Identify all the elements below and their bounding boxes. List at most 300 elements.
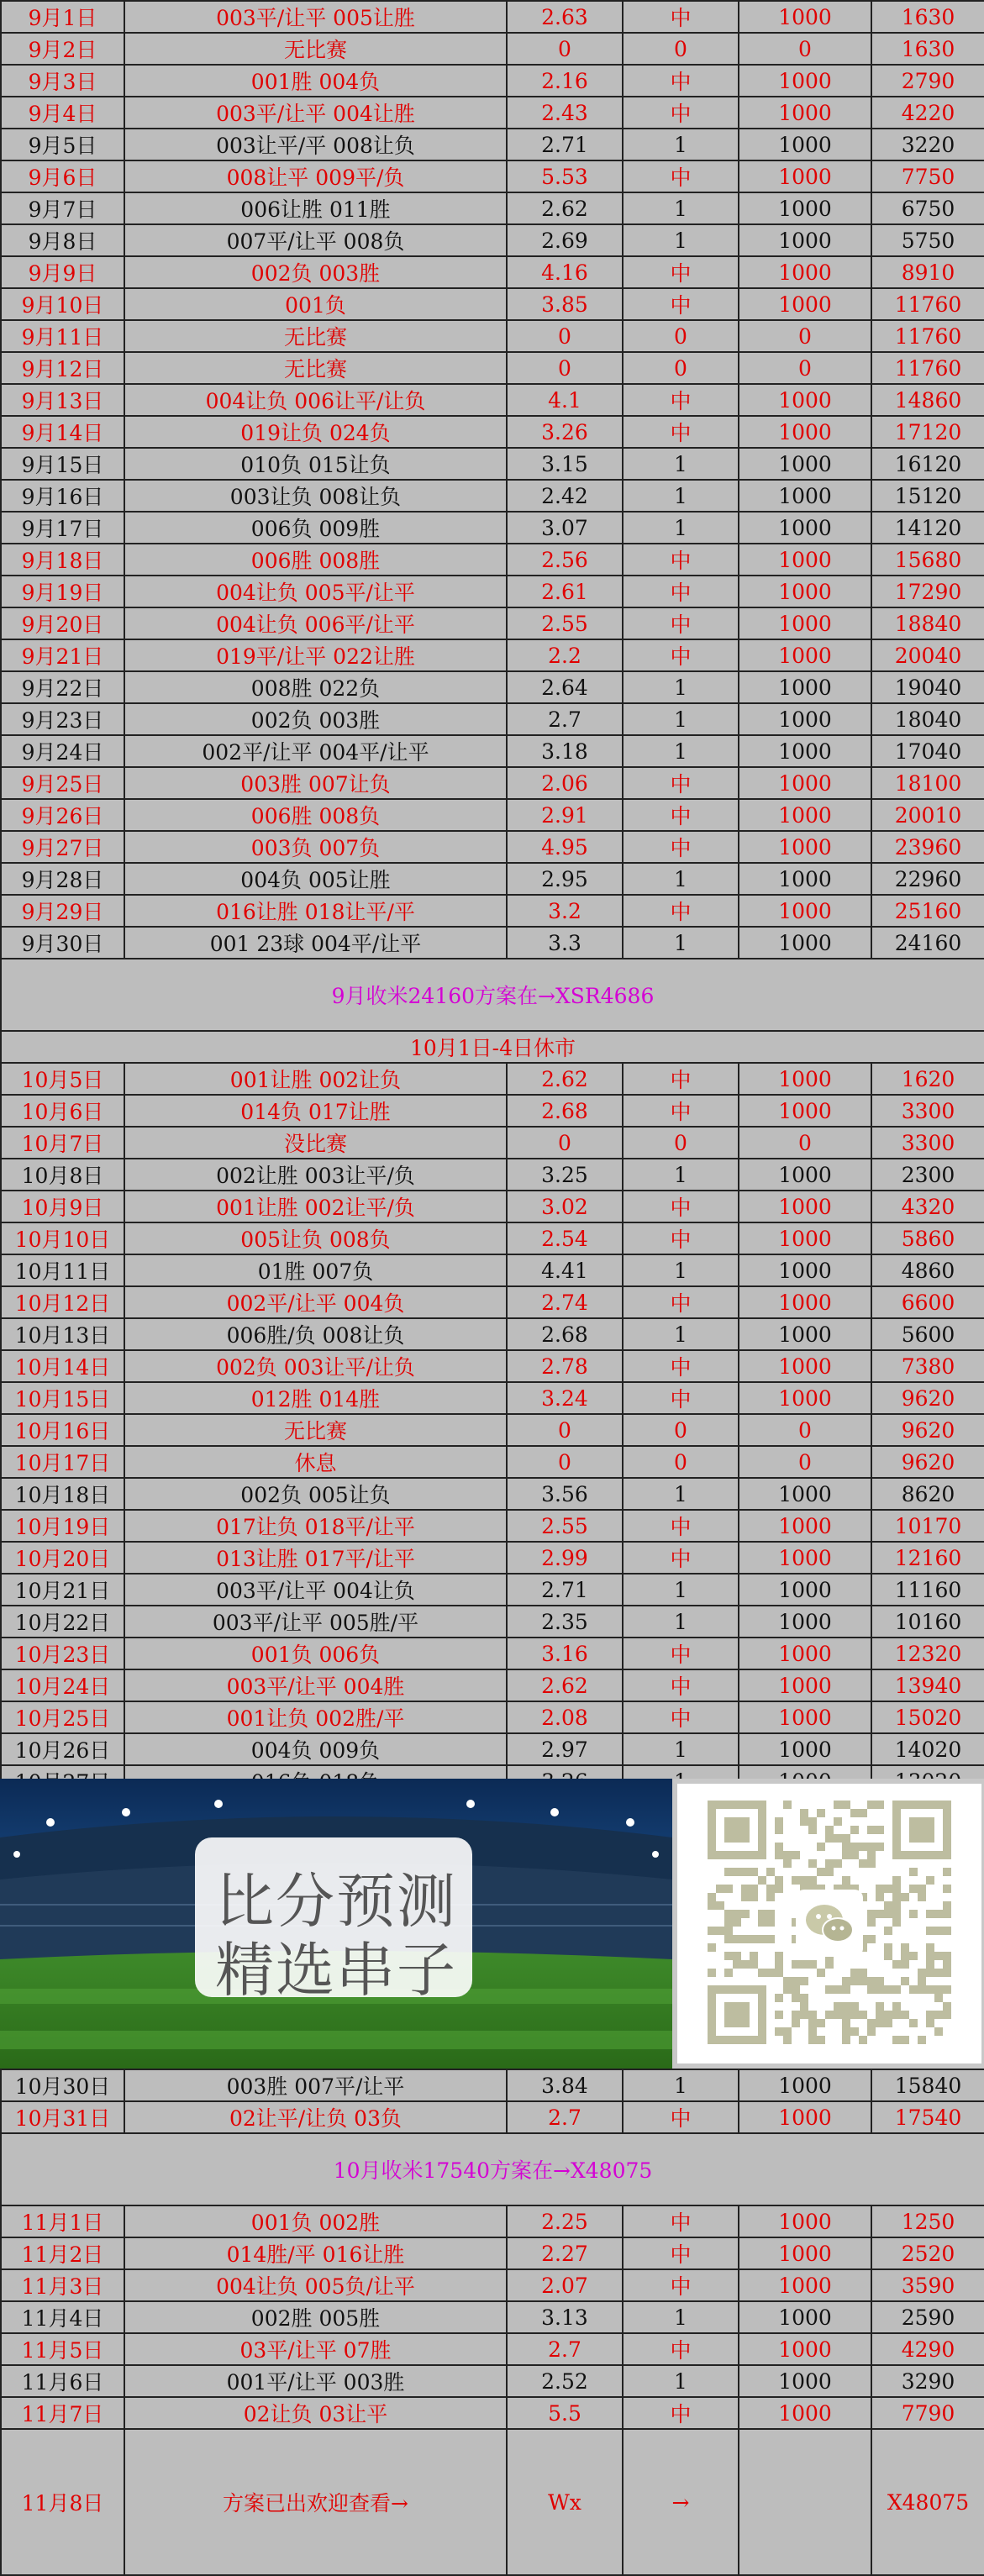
- cell-odds: 5.53: [507, 160, 623, 192]
- cell-match: 休息: [124, 1446, 507, 1478]
- cell-balance: 17540: [871, 2101, 984, 2133]
- cell-date: 9月10日: [1, 288, 124, 320]
- october-summary: 10月收米17540方案在→X48075: [1, 2133, 984, 2205]
- cell-result: 1: [623, 1254, 739, 1286]
- cell-match: 003让平/平 008让负: [124, 129, 507, 160]
- cell-odds: 2.55: [507, 607, 623, 639]
- cell-stake: 1000: [739, 607, 871, 639]
- cell-match: 没比赛: [124, 1127, 507, 1159]
- table-row: [1, 1638, 984, 1669]
- cell-date: 11月1日: [1, 2205, 124, 2237]
- cell-result: 中: [623, 1542, 739, 1574]
- cell-date: 11月6日: [1, 2365, 124, 2397]
- table-row: [1, 1606, 984, 1638]
- cell-stake: 1000: [739, 1510, 871, 1542]
- cell-balance: 8910: [871, 256, 984, 288]
- table-row: [1, 1669, 984, 1701]
- table-row: [1, 863, 984, 895]
- cell-balance: 20040: [871, 639, 984, 671]
- cell-odds: 3.26: [507, 416, 623, 448]
- results-table-continued: [0, 2069, 984, 2576]
- cell-match: 006胜 008负: [124, 799, 507, 831]
- cell-date: 9月19日: [1, 576, 124, 607]
- table-row: [1, 512, 984, 544]
- cell-balance: 17040: [871, 735, 984, 767]
- cell-odds: 2.16: [507, 65, 623, 97]
- cell-match: 001负 002胜: [124, 2205, 507, 2237]
- cell-match: 012胜 014胜: [124, 1382, 507, 1414]
- table-row: [1, 1446, 984, 1478]
- cell-stake: 1000: [739, 2069, 871, 2101]
- wechat-icon: [796, 1890, 863, 1957]
- cell-date: 10月14日: [1, 1350, 124, 1382]
- table-row: [1, 1222, 984, 1254]
- cell-balance: 2520: [871, 2237, 984, 2269]
- cell-stake: 1000: [739, 1733, 871, 1765]
- table-row: [1, 97, 984, 129]
- cell-date: 10月20日: [1, 1542, 124, 1574]
- cell-result: 中: [623, 1382, 739, 1414]
- cell-result: 中: [623, 2397, 739, 2429]
- cell-date: 9月17日: [1, 512, 124, 544]
- cell-stake: 1000: [739, 863, 871, 895]
- table-row: [1, 2365, 984, 2397]
- cell-result: 中: [623, 1222, 739, 1254]
- cell-result: 0: [623, 320, 739, 352]
- cell-stake: 1000: [739, 1, 871, 33]
- cell-date: 10月26日: [1, 1733, 124, 1765]
- cell-date: 10月11日: [1, 1254, 124, 1286]
- cell-date: 10月16日: [1, 1414, 124, 1446]
- cell-odds: 2.7: [507, 703, 623, 735]
- cell-stake: 1000: [739, 416, 871, 448]
- cell-odds: 4.41: [507, 1254, 623, 1286]
- cell-balance: 15120: [871, 480, 984, 512]
- cell-stake: 0: [739, 1127, 871, 1159]
- cell-match: 001平/让平 003胜: [124, 2365, 507, 2397]
- cell-result: 1: [623, 735, 739, 767]
- cell-odds: 2.2: [507, 639, 623, 671]
- cell-odds: 2.64: [507, 671, 623, 703]
- cell-date: 10月17日: [1, 1446, 124, 1478]
- cell-stake: 1000: [739, 895, 871, 927]
- cell-balance: 12320: [871, 1638, 984, 1669]
- cell-result: 中: [623, 1286, 739, 1318]
- cell-stake: 1000: [739, 1701, 871, 1733]
- cell-balance: 5860: [871, 1222, 984, 1254]
- cell-odds: 2.95: [507, 863, 623, 895]
- cell-result: 中: [623, 1669, 739, 1701]
- table-row: [1, 1191, 984, 1222]
- cell-result: 中: [623, 544, 739, 576]
- table-row: [1, 1382, 984, 1414]
- cell-stake: 1000: [739, 1063, 871, 1095]
- cell-odds: 2.78: [507, 1350, 623, 1382]
- cell-match: 004让负 006平/让平: [124, 607, 507, 639]
- cell-result: 中: [623, 2333, 739, 2365]
- cell-match: 003平/让平 004让胜: [124, 97, 507, 129]
- cell-balance: 17120: [871, 416, 984, 448]
- cell-balance: 7750: [871, 160, 984, 192]
- table-row: [1, 607, 984, 639]
- cell-odds: 2.52: [507, 2365, 623, 2397]
- cell-result: 1: [623, 2365, 739, 2397]
- cell-match: 002负 003胜: [124, 256, 507, 288]
- cell-odds: 0: [507, 1127, 623, 1159]
- cell-stake: 1000: [739, 1382, 871, 1414]
- cell-stake: 1000: [739, 2301, 871, 2333]
- cell-stake: 1000: [739, 65, 871, 97]
- qr-code-icon[interactable]: [677, 1784, 981, 2063]
- cell-odds: 2.54: [507, 1222, 623, 1254]
- table-row: [1, 129, 984, 160]
- cell-match: 001让胜 002让平/负: [124, 1191, 507, 1222]
- cell-result: 1: [623, 2301, 739, 2333]
- cell-odds: 3.3: [507, 927, 623, 959]
- cell-balance: 4860: [871, 1254, 984, 1286]
- cell-result: 中: [623, 1063, 739, 1095]
- cell-odds: 2.63: [507, 1, 623, 33]
- cell-odds: 3.16: [507, 1638, 623, 1669]
- cell-date: 9月27日: [1, 831, 124, 863]
- table-row: [1, 352, 984, 384]
- cell-match: 003让负 008让负: [124, 480, 507, 512]
- table-row: [1, 1510, 984, 1542]
- cell-stake: 1000: [739, 1095, 871, 1127]
- cell-date: 9月18日: [1, 544, 124, 576]
- september-summary: 9月收米24160方案在→XSR4686: [1, 959, 984, 1031]
- cell-date: 11月3日: [1, 2269, 124, 2301]
- table-row: [1, 895, 984, 927]
- cell-odds: 2.62: [507, 1063, 623, 1095]
- cell-result: 1: [623, 1574, 739, 1606]
- cell-date: 10月12日: [1, 1286, 124, 1318]
- cell-balance: 17290: [871, 576, 984, 607]
- cell-stake: 1000: [739, 1191, 871, 1222]
- cell-match: 006胜 008胜: [124, 544, 507, 576]
- cell-result: 1: [623, 863, 739, 895]
- cell-result: 中: [623, 767, 739, 799]
- cell-result: 1: [623, 1606, 739, 1638]
- cell-match: 016让胜 018让平/平: [124, 895, 507, 927]
- cell-odds: 2.43: [507, 97, 623, 129]
- cell-stake: 1000: [739, 448, 871, 480]
- cell-stake: 1000: [739, 160, 871, 192]
- cell-date: 10月8日: [1, 1159, 124, 1191]
- cell-balance: 9620: [871, 1414, 984, 1446]
- cell-balance: 6750: [871, 192, 984, 224]
- cell-result: 中: [623, 1350, 739, 1382]
- cell-stake: 1000: [739, 1222, 871, 1254]
- cell-match: 001负: [124, 288, 507, 320]
- cell-balance: 12160: [871, 1542, 984, 1574]
- cell-balance: 22960: [871, 863, 984, 895]
- cell-odds: 4.1: [507, 384, 623, 416]
- cell-stake: 1000: [739, 2365, 871, 2397]
- cell-date: 10月30日: [1, 2069, 124, 2101]
- cell-match: 003平/让平 004让负: [124, 1574, 507, 1606]
- cell-result: →: [623, 2429, 739, 2575]
- cell-date: 9月25日: [1, 767, 124, 799]
- cell-result: 中: [623, 2237, 739, 2269]
- cell-balance: 11760: [871, 320, 984, 352]
- cell-odds: 2.35: [507, 1606, 623, 1638]
- table-row: [1, 1159, 984, 1191]
- cell-stake: 1000: [739, 735, 871, 767]
- table-row: [1, 2237, 984, 2269]
- cell-balance: 18840: [871, 607, 984, 639]
- cell-odds: 3.56: [507, 1478, 623, 1510]
- table-row: [1, 2301, 984, 2333]
- cell-balance: 14860: [871, 384, 984, 416]
- cell-odds: 2.61: [507, 576, 623, 607]
- table-row: [1, 576, 984, 607]
- cell-date: 11月4日: [1, 2301, 124, 2333]
- cell-match: 002平/让平 004平/让平: [124, 735, 507, 767]
- cell-balance: 1250: [871, 2205, 984, 2237]
- cell-date: 10月25日: [1, 1701, 124, 1733]
- cell-result: 1: [623, 480, 739, 512]
- table-row: [1, 2397, 984, 2429]
- cell-result: 中: [623, 831, 739, 863]
- cell-balance: 3290: [871, 2365, 984, 2397]
- cell-match: 003负 007负: [124, 831, 507, 863]
- cell-date: 9月11日: [1, 320, 124, 352]
- cell-date: 9月6日: [1, 160, 124, 192]
- table-row: [1, 671, 984, 703]
- table-row: [1, 224, 984, 256]
- cell-date: 9月22日: [1, 671, 124, 703]
- cell-stake: 0: [739, 33, 871, 65]
- cell-odds: 2.71: [507, 1574, 623, 1606]
- cell-date: 10月31日: [1, 2101, 124, 2133]
- cell-balance: 1620: [871, 1063, 984, 1095]
- cell-balance: 3590: [871, 2269, 984, 2301]
- cell-match: 001 23球 004平/让平: [124, 927, 507, 959]
- cell-odds: 2.68: [507, 1318, 623, 1350]
- cell-stake: 1000: [739, 1318, 871, 1350]
- cell-odds: 4.16: [507, 256, 623, 288]
- cell-match: 002胜 005胜: [124, 2301, 507, 2333]
- cell-result: 中: [623, 384, 739, 416]
- cell-date: 10月7日: [1, 1127, 124, 1159]
- cell-result: 中: [623, 2205, 739, 2237]
- cell-match: 004让负 005负/让平: [124, 2269, 507, 2301]
- october-closed-header: 10月1日-4日休市: [1, 1031, 984, 1063]
- cell-odds: 2.7: [507, 2101, 623, 2133]
- cell-balance: 10160: [871, 1606, 984, 1638]
- cell-date: 10月23日: [1, 1638, 124, 1669]
- cell-odds: 2.56: [507, 544, 623, 576]
- cell-result: 中: [623, 160, 739, 192]
- cell-stake: 1000: [739, 1669, 871, 1701]
- cell-balance: 11160: [871, 1574, 984, 1606]
- table-row: [1, 2205, 984, 2237]
- cell-balance: 23960: [871, 831, 984, 863]
- cell-result: 中: [623, 416, 739, 448]
- table-row: [1, 2069, 984, 2101]
- cell-date: 9月13日: [1, 384, 124, 416]
- cell-date: 10月21日: [1, 1574, 124, 1606]
- cell-odds: 2.08: [507, 1701, 623, 1733]
- cell-odds: 2.74: [507, 1286, 623, 1318]
- cell-match: 无比赛: [124, 352, 507, 384]
- cell-date: 9月14日: [1, 416, 124, 448]
- cell-match: 001胜 004负: [124, 65, 507, 97]
- table-row: [1, 767, 984, 799]
- table-row: [1, 288, 984, 320]
- cell-balance: 2300: [871, 1159, 984, 1191]
- cell-date: 10月9日: [1, 1191, 124, 1222]
- cell-result: 1: [623, 192, 739, 224]
- cell-result: 1: [623, 671, 739, 703]
- cell-odds: 3.07: [507, 512, 623, 544]
- table-row: [1, 256, 984, 288]
- cell-match: 005让负 008负: [124, 1222, 507, 1254]
- cell-odds: 3.25: [507, 1159, 623, 1191]
- cell-stake: 1000: [739, 1254, 871, 1286]
- cell-stake: 1000: [739, 288, 871, 320]
- table-row: [1, 2333, 984, 2365]
- cell-balance: 5600: [871, 1318, 984, 1350]
- cell-odds: 2.91: [507, 799, 623, 831]
- cell-date: 9月8日: [1, 224, 124, 256]
- cell-result: 中: [623, 256, 739, 288]
- table-row: [1, 416, 984, 448]
- cell-match: 003胜 007平/让平: [124, 2069, 507, 2101]
- cell-odds: 2.99: [507, 1542, 623, 1574]
- table-row: [1, 1574, 984, 1606]
- cell-result: 中: [623, 1701, 739, 1733]
- table-row: [1, 639, 984, 671]
- cell-result: 1: [623, 703, 739, 735]
- table-row: [1, 480, 984, 512]
- cell-balance: 16120: [871, 448, 984, 480]
- table-row: [1, 831, 984, 863]
- cell-result: 中: [623, 607, 739, 639]
- cell-odds: 2.69: [507, 224, 623, 256]
- cell-stake: 1000: [739, 671, 871, 703]
- cell-match: 017让负 018平/让平: [124, 1510, 507, 1542]
- cell-stake: 1000: [739, 1159, 871, 1191]
- cell-match: 013让胜 017平/让平: [124, 1542, 507, 1574]
- cell-balance: 2790: [871, 65, 984, 97]
- cell-balance: 15840: [871, 2069, 984, 2101]
- cell-match: 006负 009胜: [124, 512, 507, 544]
- cell-match: 004负 009负: [124, 1733, 507, 1765]
- table-row: [1, 65, 984, 97]
- cell-match: 006让胜 011胜: [124, 192, 507, 224]
- table-row: [1, 544, 984, 576]
- cell-date: 10月10日: [1, 1222, 124, 1254]
- cell-stake: 1000: [739, 224, 871, 256]
- cell-stake: 1000: [739, 2101, 871, 2133]
- cell-balance: 8620: [871, 1478, 984, 1510]
- cell-match: 014负 017让胜: [124, 1095, 507, 1127]
- cell-date: 9月29日: [1, 895, 124, 927]
- cell-date: 10月5日: [1, 1063, 124, 1095]
- cell-date: 9月30日: [1, 927, 124, 959]
- cell-stake: 0: [739, 320, 871, 352]
- table-row: [1, 1127, 984, 1159]
- banner-title-line1: 比分预测: [215, 1867, 457, 1936]
- cell-odds: 0: [507, 352, 623, 384]
- cell-odds: 3.84: [507, 2069, 623, 2101]
- cell-stake: 1000: [739, 2205, 871, 2237]
- cell-match: 002负 005让负: [124, 1478, 507, 1510]
- cell-balance: 20010: [871, 799, 984, 831]
- cell-result: 中: [623, 2101, 739, 2133]
- cell-match: 02让平/让负 03负: [124, 2101, 507, 2133]
- cell-balance: 15020: [871, 1701, 984, 1733]
- cell-balance: 7380: [871, 1350, 984, 1382]
- cell-date: 11月7日: [1, 2397, 124, 2429]
- cell-match: 无比赛: [124, 320, 507, 352]
- table-row: [1, 1350, 984, 1382]
- cell-stake: 1000: [739, 1606, 871, 1638]
- cell-balance: 25160: [871, 895, 984, 927]
- table-row: [1, 192, 984, 224]
- cell-date: 10月6日: [1, 1095, 124, 1127]
- cell-date: 9月1日: [1, 1, 124, 33]
- cell-stake: 1000: [739, 544, 871, 576]
- cell-date: 9月9日: [1, 256, 124, 288]
- footer-row: [1, 2429, 984, 2575]
- cell-odds: 3.15: [507, 448, 623, 480]
- cell-match: 无比赛: [124, 1414, 507, 1446]
- cell-balance: 10170: [871, 1510, 984, 1542]
- cell-stake: 1000: [739, 129, 871, 160]
- cell-date: 9月24日: [1, 735, 124, 767]
- cell-match: 019平/让平 022让胜: [124, 639, 507, 671]
- cell-date: 9月16日: [1, 480, 124, 512]
- cell-result: 1: [623, 1318, 739, 1350]
- cell-balance: 15680: [871, 544, 984, 576]
- cell-odds: 2.62: [507, 192, 623, 224]
- table-row: [1, 1095, 984, 1127]
- cell-stake: 1000: [739, 1638, 871, 1669]
- cell-stake: 1000: [739, 384, 871, 416]
- cell-balance: X48075: [871, 2429, 984, 2575]
- cell-date: 9月15日: [1, 448, 124, 480]
- cell-balance: 14020: [871, 1733, 984, 1765]
- table-row: [1, 448, 984, 480]
- cell-date: 9月12日: [1, 352, 124, 384]
- cell-odds: 2.07: [507, 2269, 623, 2301]
- cell-result: 中: [623, 2269, 739, 2301]
- cell-date: 10月24日: [1, 1669, 124, 1701]
- cell-match: 008让平 009平/负: [124, 160, 507, 192]
- cell-stake: 1000: [739, 97, 871, 129]
- cell-match: 002负 003让平/让负: [124, 1350, 507, 1382]
- cell-result: 1: [623, 129, 739, 160]
- cell-odds: 5.5: [507, 2397, 623, 2429]
- cell-result: 中: [623, 97, 739, 129]
- cell-balance: 3220: [871, 129, 984, 160]
- cell-date: 10月22日: [1, 1606, 124, 1638]
- cell-result: 1: [623, 1733, 739, 1765]
- cell-match: 02让负 03让平: [124, 2397, 507, 2429]
- table-row: [1, 160, 984, 192]
- cell-match: 001负 006负: [124, 1638, 507, 1669]
- table-row: [1, 320, 984, 352]
- table-row: [1, 1063, 984, 1095]
- cell-result: 0: [623, 1446, 739, 1478]
- cell-stake: 1000: [739, 2333, 871, 2365]
- cell-match: 004让负 006让平/让负: [124, 384, 507, 416]
- cell-date: 9月2日: [1, 33, 124, 65]
- cell-balance: 14120: [871, 512, 984, 544]
